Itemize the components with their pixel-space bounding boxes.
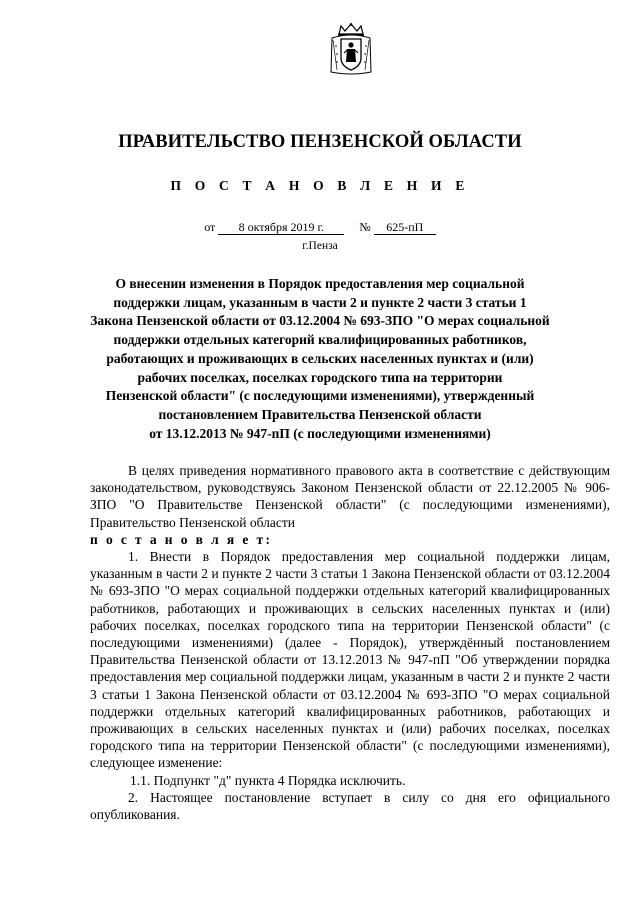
document-number: 625-пП: [374, 220, 436, 235]
item-1-paragraph: 1. Внести в Порядок предоставления мер социальной поддержки лицам, указанным в части 2 и пункте 2 части 3 статьи 1 Закона Пензенской области от 03.12.2004 № 693-ЗПО "О мерах социальной поддержки отдельных категорий квалифицированных работников, работающих и проживающих в сельских населенных пунктах и (или) рабочих поселках, поселках городского типа на территории Пензенской области" (с последующими изменениями) (далее - Порядок), утверждённый постановлением Правительства Пензенской области от 13.12.2013 № 947-пП "Об утверждении порядка предоставления мер социальной поддержки лицам, указанным в части 2 и пункте 2 части 3 статьи 1 Закона Пензенской области от 03.12.2004 № 693-ЗПО "О мерах социальной поддержки отдельных категорий квалифицированных работников, работающих и проживающих в сельских населенных пунктах и (или) рабочих поселках, поселках городского типа на территории Пензенской области" (с последующими изменениями), следующее изменение:: [90, 549, 610, 771]
resolves-heading: п о с т а н о в л я е т:: [90, 531, 273, 547]
item-1-1-paragraph: 1.1. Подпункт "д" пункта 4 Порядка исключить.: [130, 772, 406, 788]
preamble-paragraph: В целях приведения нормативного правового акта в соответствие с действующим законодательством, руководствуясь Законом Пензенской области от 22.12.2005 № 906-ЗПО "О Правительстве Пензенской области" (с последующими изменениями), Правительство Пензенской области: [90, 463, 610, 530]
date-number-line: [0, 220, 640, 235]
title-line: О внесении изменения в Порядок предоставления мер социальной: [115, 276, 525, 291]
title-line: постановлением Правительства Пензенской области: [158, 406, 482, 422]
title-line: Пензенской области" (с последующими изменениями), утвержденный: [105, 388, 535, 404]
title-line: от 13.12.2013 № 947-пП (с последующими изменениями): [149, 425, 491, 441]
title-line: поддержки отдельных категорий квалифицированных работников,: [113, 332, 527, 348]
government-name: ПРАВИТЕЛЬСТВО ПЕНЗЕНСКОЙ ОБЛАСТИ: [118, 132, 522, 152]
title-line: работающих и проживающих в сельских населенных пунктах и (или): [106, 350, 534, 366]
title-line: рабочих поселках, поселках городского типа на территории: [137, 369, 503, 385]
document-title: [80, 275, 560, 443]
date-prefix: от: [204, 220, 216, 234]
city: г.Пенза: [302, 240, 338, 252]
title-line: поддержки лицам, указанным в части 2 и пункте 2 части 3 статьи 1: [113, 294, 527, 310]
document-type: П О С Т А Н О В Л Е Н И Е: [170, 178, 470, 193]
document-body: [90, 462, 610, 823]
document-date: 8 октября 2019 г.: [218, 220, 344, 235]
number-prefix: №: [359, 220, 371, 234]
item-2-paragraph: 2. Настоящее постановление вступает в силу со дня его официального опубликования.: [90, 789, 610, 823]
penza-region-coat-of-arms-icon: [327, 22, 375, 78]
title-line: Закона Пензенской области от 03.12.2004 № 693-ЗПО "О мерах социальной: [90, 313, 550, 329]
